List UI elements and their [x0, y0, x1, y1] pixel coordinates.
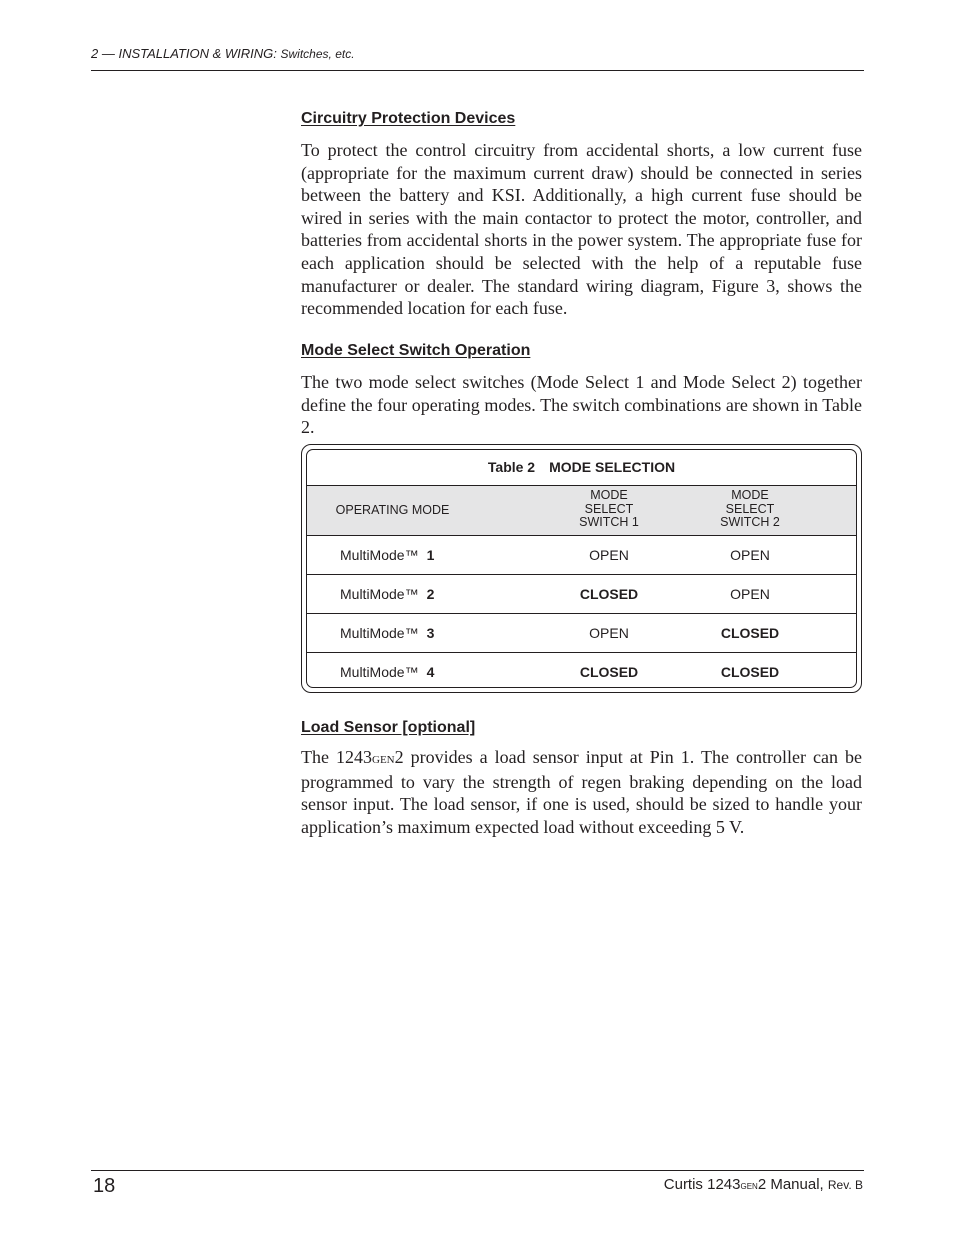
switch2-cell: OPEN [730, 547, 770, 563]
header-line: SELECT [725, 501, 775, 516]
table-row [307, 614, 856, 653]
column-header-switch-2 [679, 489, 821, 530]
table-row [307, 536, 856, 575]
paragraph-mode-select: The two mode select switches (Mode Select 1 and Mode Select 2) together define the four operating modes. The switch combinations are shown in Table 2. [301, 372, 862, 438]
footer-text: Curtis 1243 [663, 1176, 741, 1193]
text-run-smallcaps: gen [372, 751, 395, 767]
text-run: The 1243 [301, 747, 373, 767]
heading-circuitry-protection: Circuitry Protection Devices [301, 110, 516, 127]
text-run: 2 provides a load sensor input at Pin 1. The controller can be programmed to vary the strength of regen braking depending on the load sensor input. The load sensor, if one is used, should be sized to handle your application’s maximum expected load without exceeding 5 V. [301, 747, 863, 837]
mode-cell [340, 547, 434, 563]
table-row [307, 653, 856, 688]
header-subsection: Switches, etc. [280, 47, 355, 61]
header-section: 2 — INSTALLATION & WIRING: [91, 46, 277, 61]
table-row [307, 575, 856, 614]
table-header-row [307, 486, 856, 536]
switch1-cell: OPEN [589, 547, 629, 563]
table-title [307, 450, 856, 486]
mode-label: MultiMode™ [340, 664, 419, 680]
switch2-cell: OPEN [730, 586, 770, 602]
header-line: SELECT [584, 501, 634, 516]
mode-label: MultiMode™ [340, 625, 419, 641]
paragraph-load-sensor [301, 746, 862, 838]
header-rule [91, 70, 864, 71]
switch2-cell: CLOSED [720, 625, 780, 641]
running-header [91, 46, 863, 61]
heading-mode-select: Mode Select Switch Operation [301, 342, 531, 359]
mode-number: 1 [426, 547, 435, 563]
mode-number: 3 [426, 625, 435, 641]
page-number: 18 [93, 1175, 116, 1197]
mode-cell [340, 625, 434, 641]
switch1-cell: CLOSED [579, 664, 639, 680]
header-line: SWITCH 2 [720, 515, 780, 529]
mode-selection-table [301, 444, 862, 693]
header-line: MODE [590, 488, 628, 502]
mode-label: MultiMode™ [340, 586, 419, 602]
switch1-cell: CLOSED [579, 586, 639, 602]
switch1-cell: OPEN [589, 625, 629, 641]
footer-title [664, 1176, 863, 1193]
table-inner-frame [306, 449, 857, 688]
mode-number: 2 [426, 586, 435, 602]
mode-cell [340, 586, 434, 602]
table-label: Table 2 [487, 459, 536, 475]
heading-load-sensor: Load Sensor [optional] [301, 719, 476, 736]
mode-cell [340, 664, 434, 680]
mode-number: 4 [426, 664, 435, 680]
column-header-operating-mode: OPERATING MODE [335, 503, 450, 517]
column-header-switch-1 [539, 489, 679, 530]
paragraph-circuitry-protection: To protect the control circuitry from accidental shorts, a low current fuse (appropriate for the maximum current draw) should be connected in series between the battery and KSI. Additionally, a high current fuse should be wired in series with the main contactor to protect the motor, controller, and batteries from accidental shorts in the power system. The appropriate fuse for each application should be selected with the help of a reputable fuse manufacturer or dealer. The standard wiring diagram, Figure 3, shows the recommended location for each fuse. [301, 140, 862, 319]
footer-text: 2 Manual, [757, 1176, 824, 1193]
footer-rule [91, 1170, 864, 1171]
switch2-cell: CLOSED [720, 664, 780, 680]
table-title-text: MODE SELECTION [549, 459, 676, 475]
footer-text-smallcaps: gen [740, 1178, 758, 1192]
mode-label: MultiMode™ [340, 547, 419, 563]
header-line: SWITCH 1 [579, 515, 639, 529]
footer-revision: Rev. B [827, 1178, 863, 1192]
header-line: MODE [731, 488, 769, 502]
